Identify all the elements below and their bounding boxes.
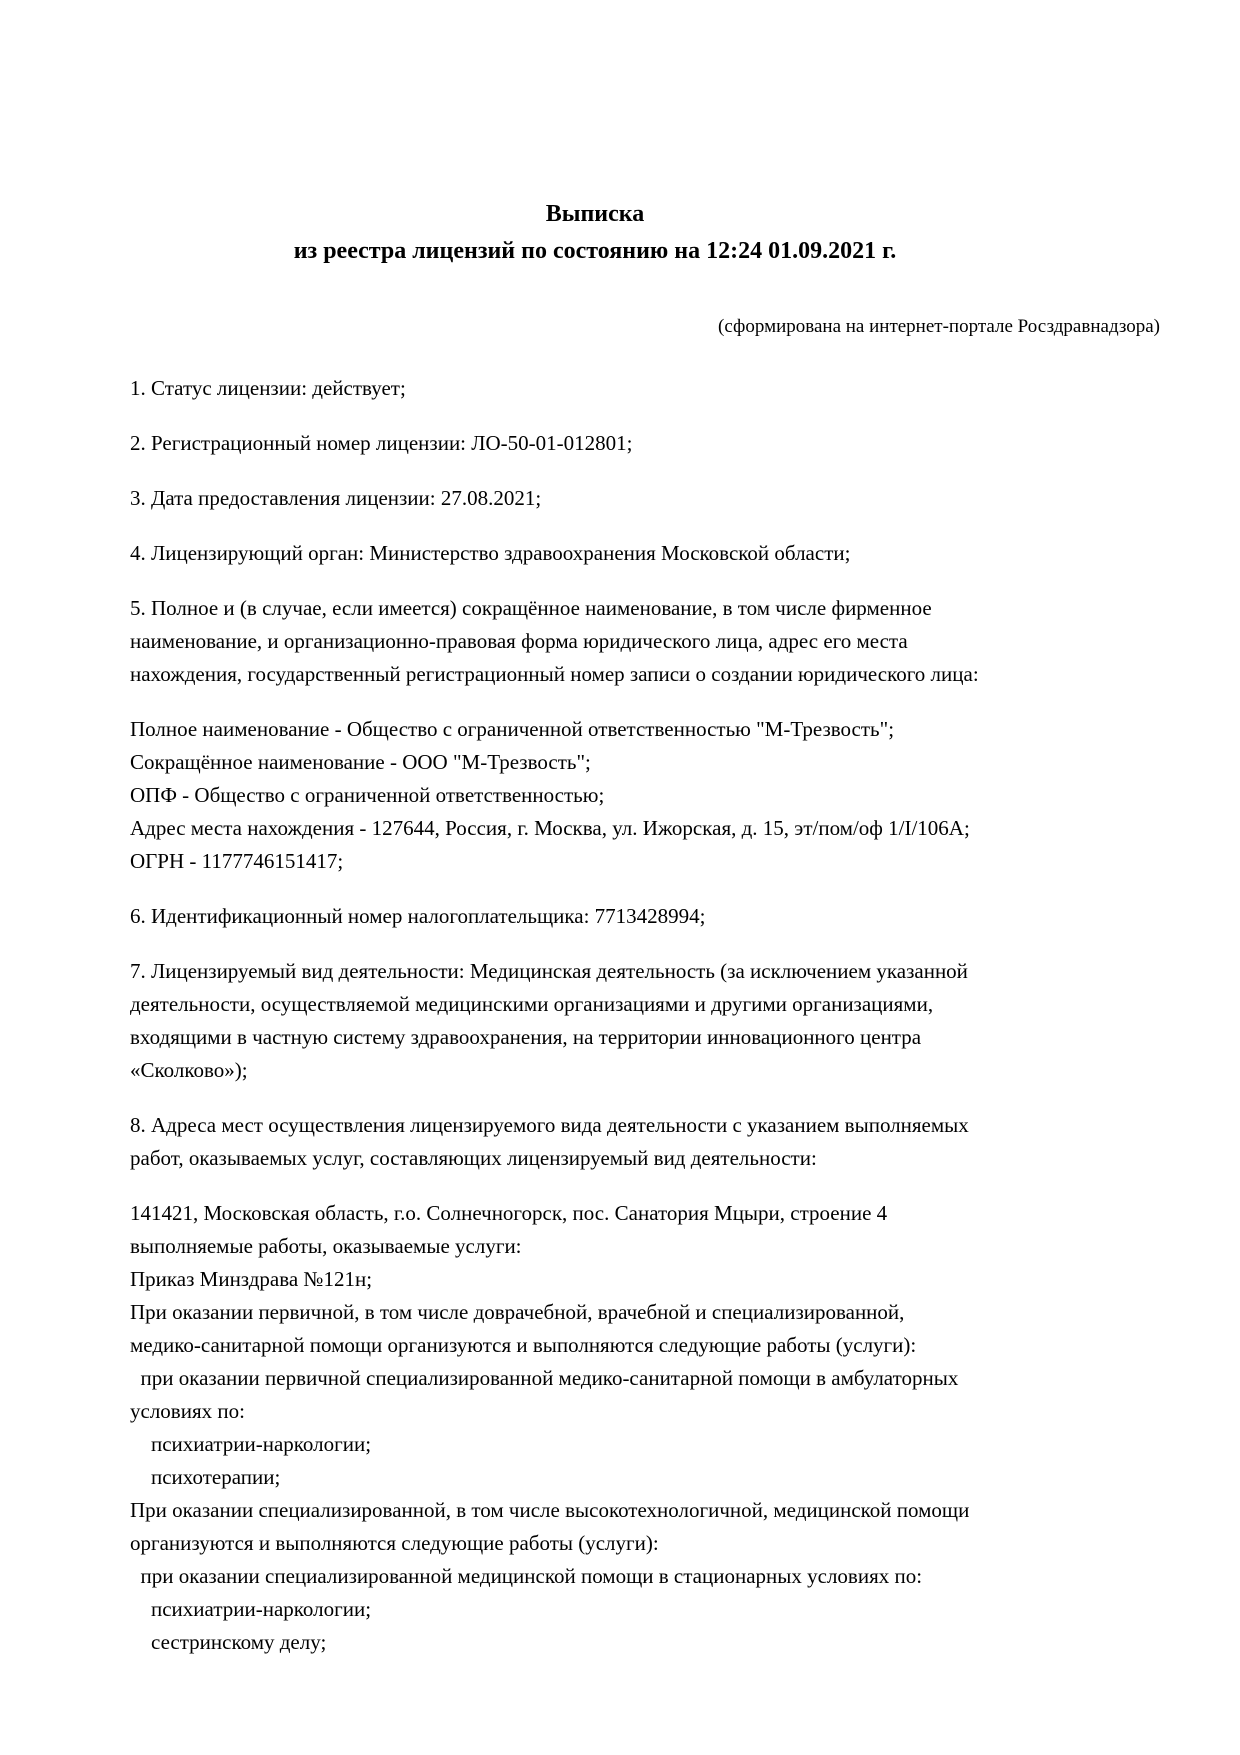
text-line: 2. Регистрационный номер лицензии: ЛО-50-01-012801; [130,431,633,455]
text-line: при оказании специализированной медицинской помощи в стационарных условиях по: [130,1564,923,1588]
address-works-services-block [130,1197,1160,1659]
text-line: «Сколково»); [130,1058,248,1082]
text-line: Приказ Минздрава №121н; [130,1267,373,1291]
text-line: ОПФ - Общество с ограниченной ответственностью; [130,783,605,807]
text-line: медико-санитарной помощи организуются и выполняются следующие работы (услуги): [130,1333,917,1357]
text-line: выполняемые работы, оказываемые услуги: [130,1234,522,1258]
document-body [130,372,1160,1659]
license-status-item [130,372,1160,405]
text-line: 8. Адреса мест осуществления лицензируемого вида деятельности с указанием выполняемых [130,1113,969,1137]
text-line: условиях по: [130,1399,245,1423]
license-date-item [130,482,1160,515]
text-line: организуются и выполняются следующие работы (услуги): [130,1531,659,1555]
text-line: психиатрии-наркологии; [130,1597,372,1621]
text-line: 3. Дата предоставления лицензии: 27.08.2021; [130,486,542,510]
text-line: сестринскому делу; [130,1630,327,1654]
organization-name-heading-item [130,592,1160,691]
text-line: 5. Полное и (в случае, если имеется) сокращённое наименование, в том числе фирменное [130,596,932,620]
document-title [130,196,1060,270]
document-subtitle: (сформирована на интернет-портале Росздравнадзора) [718,316,1160,337]
text-line: психотерапии; [130,1465,281,1489]
text-line: Полное наименование - Общество с ограниченной ответственностью "М-Трезвость"; [130,717,895,741]
registration-number-item [130,427,1160,460]
text-line: 141421, Московская область, г.о. Солнечногорск, пос. Санатория Мцыри, строение 4 [130,1201,888,1225]
text-line: Сокращённое наименование - ООО "М-Трезвость"; [130,750,591,774]
text-line: при оказании первичной специализированной медико-санитарной помощи в амбулаторных [130,1366,959,1390]
text-line: наименование, и организационно-правовая форма юридического лица, адрес его места [130,629,908,653]
licensed-activity-item [130,955,1160,1087]
text-line: При оказании первичной, в том числе доврачебной, врачебной и специализированной, [130,1300,905,1324]
text-line: входящими в частную систему здравоохранения, на территории инновационного центра [130,1025,922,1049]
text-line: 4. Лицензирующий орган: Министерство здравоохранения Московской области; [130,541,851,565]
text-line: нахождения, государственный регистрационный номер записи о создании юридического лица: [130,662,979,686]
title-line: из реестра лицензий по состоянию на 12:24 01.09.2021 г. [293,238,897,264]
text-line: Адрес места нахождения - 127644, Россия, г. Москва, ул. Ижорская, д. 15, эт/пом/оф 1/I/106А; [130,816,970,840]
text-line: ОГРН - 1177746151417; [130,849,344,873]
activity-addresses-item [130,1109,1160,1175]
title-line: Выписка [545,201,645,227]
text-line: психиатрии-наркологии; [130,1432,372,1456]
taxpayer-id-item [130,900,1160,933]
licensing-authority-item [130,537,1160,570]
text-line: 7. Лицензируемый вид деятельности: Медицинская деятельность (за исключением указанной [130,959,968,983]
text-line: При оказании специализированной, в том числе высокотехнологичной, медицинской помощи [130,1498,970,1522]
text-line: 1. Статус лицензии: действует; [130,376,406,400]
text-line: деятельности, осуществляемой медицинскими организациями и другими организациями, [130,992,934,1016]
text-line: работ, оказываемых услуг, составляющих лицензируемый вид деятельности: [130,1146,817,1170]
text-line: 6. Идентификационный номер налогоплательщика: 7713428994; [130,904,706,928]
organization-details-block [130,713,1160,878]
